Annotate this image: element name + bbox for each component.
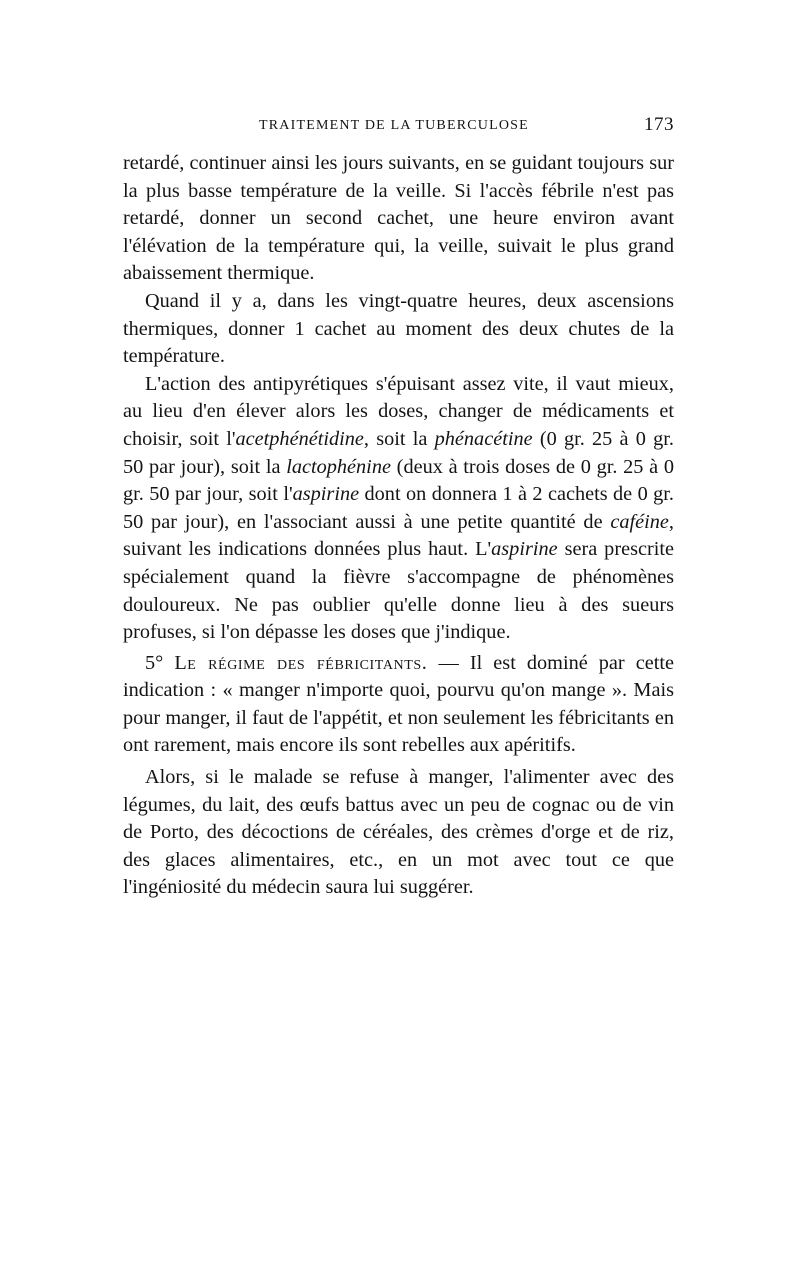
text-run: dont on donnera 1 à 2 cachets de 0 gr. 50 par jour), en l'associant aussi à une petite quantité de — [123, 483, 674, 533]
page-number: 173 — [644, 114, 674, 135]
paragraph-5: Alors, si le malade se refuse à manger, l'alimenter avec des légumes, du lait, des œufs battus avec un peu de cognac ou de vin de Porto, des décoctions de céréales, des crèmes d'orge et de riz, des glaces alimentaires, etc., en un mot avec tout ce que l'ingéniosité du médecin saura lui suggérer. — [123, 766, 674, 899]
text-run: , suivant les indications données plus haut. L' — [123, 510, 674, 561]
running-head — [123, 112, 674, 138]
text-run: (0 gr. 25 à 0 gr. 50 par jour), soit la — [123, 427, 674, 478]
section-number: 5° — [145, 651, 175, 674]
paragraph-2: Quand il y a, dans les vingt-quatre heures, deux ascensions thermiques, donner 1 cachet au moment des deux chutes de la température. — [123, 289, 674, 368]
text-run: , soit la — [363, 427, 435, 450]
drug-name-aspirine: aspirine — [292, 483, 360, 506]
book-page — [123, 112, 674, 902]
text-run: L'action des antipyrétiques s'épuisant assez vite, il vaut mieux, au lieu d'en élever alors les doses, changer de médicaments et choisir, soit l' — [123, 372, 674, 450]
drug-name-aspirine: aspirine — [491, 538, 558, 561]
body-text — [123, 150, 674, 902]
em-dash: — — [427, 651, 470, 674]
text-run: (deux à trois doses de 0 gr. 25 à 0 gr. 50 par jour, soit l' — [123, 455, 674, 506]
text-run: sera prescrite spécialement quand la fièvre s'accompagne de phénomènes douloureux. Ne pas oublier qu'elle donne lieu à des sueurs profuses, si l'on dépasse les doses que j'indique. — [123, 538, 674, 644]
text-run: Il est dominé par cette indication : « manger n'importe quoi, pourvu qu'on mange ». Mais pour manger, il faut de l'appétit, et non seulement les fébricitants en ont rarement, mais encore ils sont rebelles aux apéritifs. — [123, 651, 674, 757]
drug-name-lactophenine: lactophénine — [286, 455, 391, 478]
drug-name-phenacetine: phénacétine — [434, 427, 533, 450]
paragraph-3 — [123, 371, 674, 647]
running-title: TRAITEMENT DE LA TUBERCULOSE — [259, 118, 529, 133]
section-heading: Le régime des fébricitants. — [174, 651, 428, 674]
drug-name-cafeine: caféine — [610, 510, 669, 533]
paragraph-1: retardé, continuer ainsi les jours suivants, en se guidant toujours sur la plus basse température de la veille. Si l'accès fébrile n'est pas retardé, donner un second cachet, une heure environ avant l'élévation de la température qui, la veille, suivait le plus grand abaissement thermique. — [123, 152, 674, 285]
drug-name-acetphenetidine: acetphénétidine — [235, 427, 364, 450]
paragraph-4 — [123, 650, 674, 760]
